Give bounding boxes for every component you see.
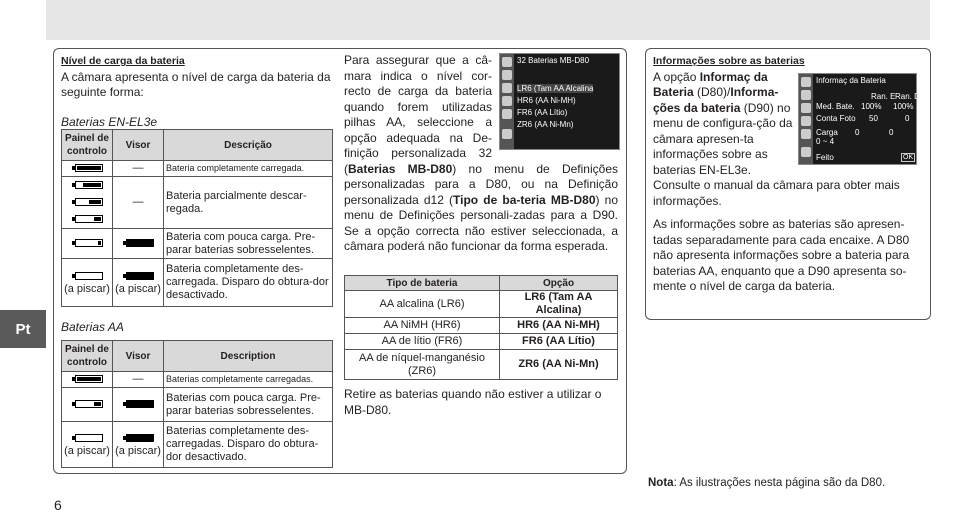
table-cell: Bateria completamente carregada. — [164, 161, 333, 177]
col-header-viewfinder: Visor — [113, 341, 164, 372]
table-cell: Baterias completamente carregadas. — [164, 372, 333, 388]
table-cell: — — [113, 372, 164, 388]
viewfinder-low-icon — [113, 229, 164, 259]
viewfinder-empty-cell — [113, 259, 164, 307]
table-cell: LR6 (Tam AA Alcalina) — [500, 291, 618, 318]
battery-partial-icons — [62, 177, 113, 229]
menu-value: 0 — [889, 128, 894, 137]
battery-info-section — [653, 54, 915, 295]
col-header-panel: Painel de controlo — [62, 130, 113, 161]
col-header-option: Opção — [500, 276, 618, 291]
para-text: ) no menu de Definições personali-zadas para a D90. Se a opção correcta não estiver seleccionada, a câmara poderá não funcionar da forma esperada. — [344, 192, 618, 253]
menu-value: 50 — [869, 114, 878, 123]
para-text: ) no menu de Definições personalizadas para a D80, ou na Definição personalizada d12 ( — [344, 161, 618, 207]
menu-col-header: Ran. D — [895, 92, 920, 101]
blinking-label: (a piscar) — [115, 282, 161, 295]
battery-type-table — [344, 275, 618, 380]
intro-text: A câmara apresenta o nível de carga da bateria da seguinte forma: — [61, 69, 331, 99]
para-text: A opção — [653, 69, 700, 84]
table-cell: AA alcalina (LR6) — [345, 291, 500, 318]
menu-label: Carga — [816, 128, 838, 137]
table-cell: HR6 (AA Ni-MH) — [500, 318, 618, 334]
col-header-panel: Painel de controlo — [62, 341, 113, 372]
menu-row: LR6 (Tam AA Alcalina — [517, 84, 594, 93]
col-header-type: Tipo de bateria — [345, 276, 500, 291]
battery-empty-cell — [62, 422, 113, 468]
language-tab: Pt — [0, 310, 46, 348]
note-label: Nota — [648, 477, 674, 489]
blinking-label: (a piscar) — [115, 444, 161, 457]
menu-label: 0 ~ 4 — [816, 137, 835, 146]
battery-full-icon — [62, 372, 113, 388]
table-cell: AA NiMH (HR6) — [345, 318, 500, 334]
menu-title: Baterias MB-D80 — [528, 56, 590, 65]
battery-full-icon — [62, 161, 113, 177]
menu-footer: Feito — [816, 153, 834, 162]
menu-row: ZR6 (AA Ni-Mn) — [517, 120, 574, 129]
menu-label: Conta Foto — [816, 114, 856, 123]
battery-level-section — [61, 54, 333, 130]
para-text: As informações sobre as baterias são apresen-tadas separadamente para cada encaixe. A D80 não apresenta informações sobre a bateria para baterias AA, enquanto que a D90 apresenta so-mente o nível de carga da bateria. — [653, 217, 910, 293]
table-cell: Bateria parcialmente descar-regada. — [164, 177, 333, 229]
en-el3e-title: Baterias EN-EL3e — [61, 114, 158, 129]
section-heading: Informações sobre as baterias — [653, 55, 805, 67]
menu-row: HR6 (AA Ni-MH) — [517, 96, 576, 105]
table-cell: Bateria completamente des-carregada. Disparo do obtura-dor desactivado. — [164, 259, 333, 307]
remove-batteries-text: Retire as baterias quando não estiver a utilizar o MB-D80. — [344, 387, 602, 417]
header-bar — [46, 0, 930, 40]
en-el3e-table — [61, 129, 333, 307]
para-bold: Informa-ções da bateria — [653, 85, 779, 115]
table-cell: Baterias com pouca carga. Pre-parar baterias sobresselentes. — [164, 388, 333, 422]
note-text: : As ilustrações nesta página são da D80. — [673, 477, 886, 489]
table-cell: ZR6 (AA Ni-Mn) — [500, 350, 618, 380]
section-heading: Nível de carga da bateria — [61, 55, 185, 67]
table-cell: FR6 (AA Lítio) — [500, 334, 618, 350]
para-text: Para assegurar que a câ-mara indica o nível cor-recto de carga da bateria quando forem utilizadas pilhas AA, seleccione a opção adequada na De-finição personalizada 32 ( — [344, 53, 492, 176]
table-cell: AA de níquel-manganésio (ZR6) — [345, 350, 500, 380]
viewfinder-empty-cell — [113, 422, 164, 468]
col-header-description: Description — [164, 341, 333, 372]
aa-title: Baterias AA — [61, 320, 124, 334]
menu-row: FR6 (AA Lítio) — [517, 108, 568, 117]
col-header-description: Descrição — [164, 130, 333, 161]
blinking-label: (a piscar) — [64, 282, 110, 295]
note — [648, 477, 885, 489]
mb-d80-paragraph — [344, 53, 618, 255]
blinking-label: (a piscar) — [64, 444, 110, 457]
menu-value: 100% — [893, 102, 914, 111]
menu-value: 100% — [861, 102, 882, 111]
para-text: (D90) no menu de configura-ção da câmara apresen-ta informações sobre as baterias EN-EL3e. — [653, 100, 793, 177]
menu-title: Informaç da Bateria — [816, 76, 886, 85]
para-bold: Baterias MB-D80 — [348, 161, 453, 176]
ok-icon: OK — [903, 154, 914, 161]
menu-label: Med. Bate. — [816, 102, 855, 111]
aa-table — [61, 340, 333, 468]
para-text: Consulte o manual da câmara para obter mais informações. — [653, 178, 900, 208]
table-cell: — — [113, 177, 164, 229]
para-bold: Tipo de ba-teria MB-D80 — [453, 192, 596, 207]
viewfinder-low-icon — [113, 388, 164, 422]
table-cell: Baterias completamente des-carregadas. Disparo do obtura-dor desactivado. — [164, 422, 333, 468]
battery-low-icon — [62, 229, 113, 259]
table-cell: Bateria com pouca carga. Pre-parar baterias sobresselentes. — [164, 229, 333, 259]
col-header-viewfinder: Visor — [113, 130, 164, 161]
menu-value: 0 — [855, 128, 860, 137]
menu-col-header: Ran. E — [871, 92, 896, 101]
menu-value: 0 — [905, 114, 910, 123]
page-number: 6 — [54, 497, 62, 513]
battery-empty-cell — [62, 259, 113, 307]
table-cell: — — [113, 161, 164, 177]
menu-number: 32 — [517, 56, 526, 65]
para-bold: Informaç da Bateria — [653, 69, 768, 99]
battery-low-icon — [62, 388, 113, 422]
table-cell: AA de lítio (FR6) — [345, 334, 500, 350]
para-text: (D80)/ — [693, 85, 731, 99]
